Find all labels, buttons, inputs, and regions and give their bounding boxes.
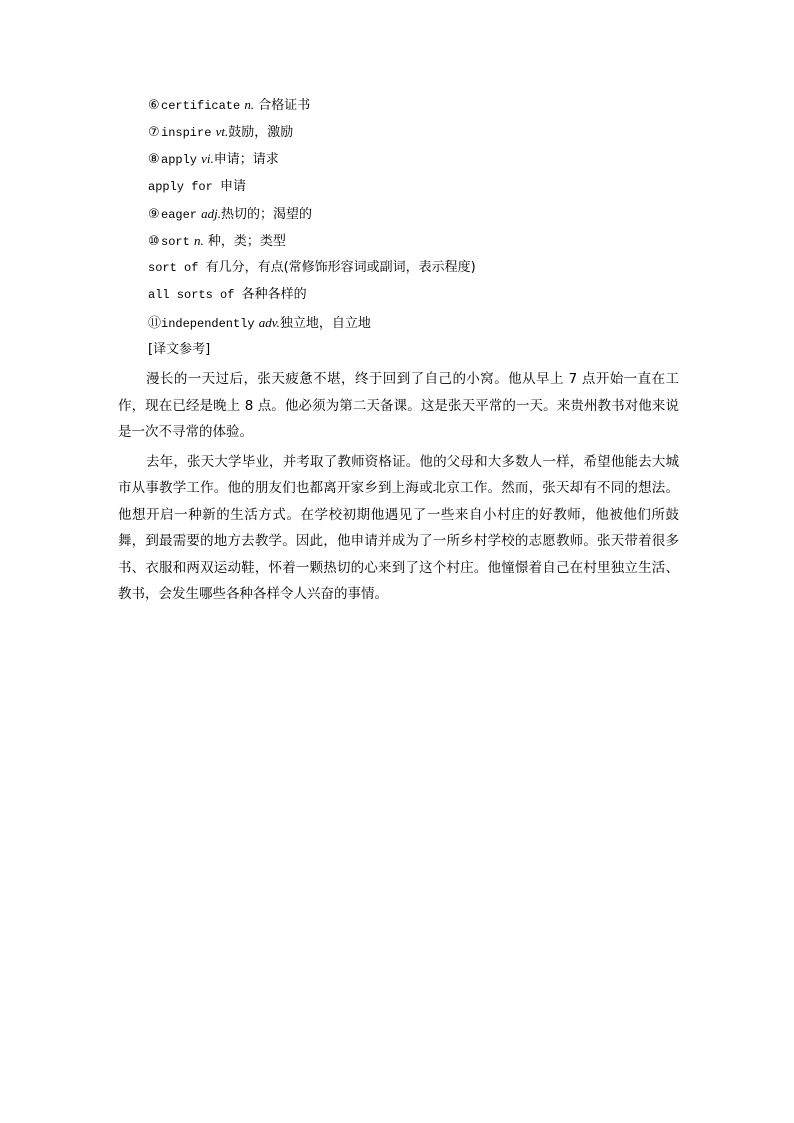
- vocab-entry: [148, 177, 708, 204]
- translation-text: [118, 366, 679, 611]
- entry-meaning: 种，类；类型: [203, 233, 286, 249]
- entry-meaning: 独立地，自立地: [279, 315, 371, 331]
- entry-word: apply: [161, 153, 198, 168]
- entry-pos: n.: [193, 232, 204, 248]
- translation-heading: [译文参考]: [148, 341, 211, 357]
- paragraph: 漫长的一天过后，张天疲惫不堪，终于回到了自己的小窝。他从早上 7 点开始一直在工作，现在已经是晚上 8 点。他必须为第二天备课。这是张天平常的一天。来贵州教书对他来说是一次不寻常的体验。: [118, 371, 679, 440]
- entry-word: certificate: [161, 99, 241, 113]
- entry-number: ⑧: [148, 152, 160, 168]
- entry-number: ⑥: [148, 98, 160, 113]
- entry-word: all sorts of: [148, 288, 242, 303]
- entry-pos: n.: [244, 97, 255, 112]
- entry-meaning: 热切的；渴望的: [221, 206, 313, 222]
- entry-meaning: 申请；请求: [213, 152, 279, 168]
- entry-pos: adv.: [258, 314, 280, 330]
- entry-meaning: 申请: [220, 178, 247, 194]
- vocab-entry: [148, 231, 708, 258]
- entry-number: ⑪: [148, 315, 162, 331]
- vocabulary-list: [148, 95, 708, 367]
- entry-pos: vi.: [201, 151, 214, 167]
- entry-word: inspire: [161, 126, 212, 141]
- entry-meaning: 有几分，有点(常修饰形容词或副词，表示程度): [205, 260, 476, 276]
- entry-number: ⑩: [148, 233, 160, 249]
- vocab-entry: [148, 204, 708, 231]
- entry-meaning: 合格证书: [254, 98, 311, 113]
- entry-pos: vt.: [215, 124, 229, 140]
- entry-word: independently: [161, 316, 255, 331]
- entry-word: eager: [161, 207, 198, 222]
- vocab-entry: [148, 122, 708, 149]
- entry-number: ⑦: [148, 125, 160, 141]
- entry-meaning: 各种各样的: [241, 287, 307, 303]
- entry-meaning: 鼓励，激励: [228, 125, 294, 141]
- entry-word: apply for: [148, 179, 221, 194]
- entry-number: ⑨: [148, 206, 160, 222]
- entry-pos: adj.: [201, 205, 222, 221]
- vocab-entry: [148, 95, 708, 122]
- vocab-entry: [148, 258, 708, 285]
- paragraph: 去年，张天大学毕业，并考取了教师资格证。他的父母和大多数人一样，希望他能去大城市从事教学工作。他的朋友们也都离开家乡到上海或北京工作。然而，张天却有不同的想法。他想开启一种新的生活方式。在学校初期他遇见了一些来自小村庄的好教师，他被他们所鼓舞，到最需要的地方去教学。因此，他申请并成为了一所乡村学校的志愿教师。张天带着很多书、衣服和两双运动鞋，怀着一颗热切的心来到了这个村庄。他憧憬着自己在村里独立生活、教书，会发生哪些各种各样令人兴奋的事情。: [118, 453, 679, 602]
- vocab-entry: [148, 149, 708, 176]
- vocab-entry: [148, 313, 708, 340]
- vocab-entry: [148, 285, 708, 312]
- entry-word: sort: [161, 234, 190, 249]
- entry-word: sort of: [148, 261, 206, 276]
